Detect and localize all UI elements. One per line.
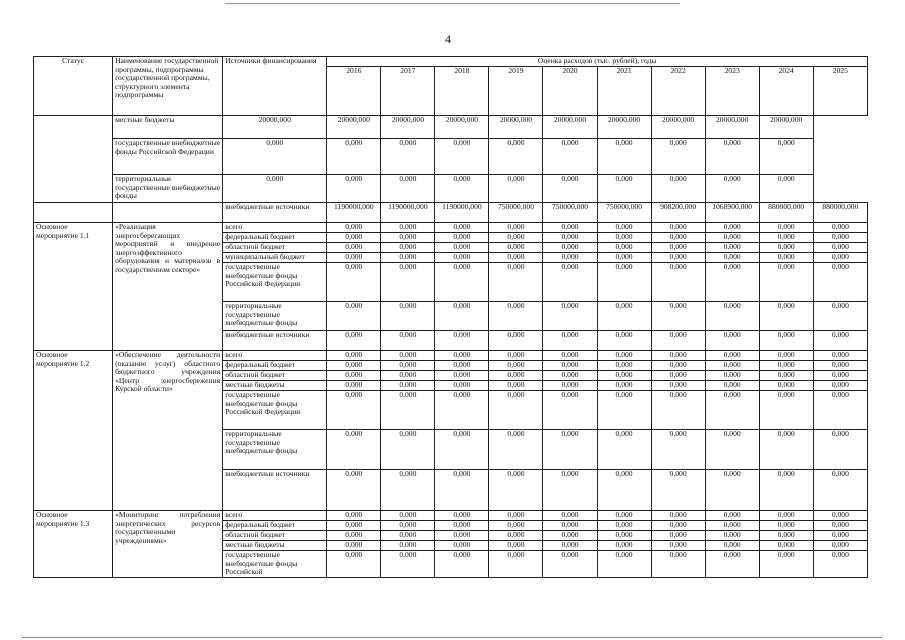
amount-cell: 0,000 (489, 470, 543, 511)
amount-cell: 0,000 (543, 223, 597, 233)
funding-source: территориальные государственные внебюджетные фонды (223, 302, 327, 331)
amount-cell: 0,000 (651, 331, 705, 351)
amount-cell: 0,000 (759, 302, 813, 331)
funding-source: областной бюджет (223, 531, 327, 541)
amount-cell: 0,000 (759, 470, 813, 511)
amount-cell: 0,000 (759, 391, 813, 430)
amount-cell: 0,000 (543, 521, 597, 531)
amount-cell: 0,000 (813, 391, 867, 430)
amount-cell: 0,000 (813, 551, 867, 578)
amount-cell: 0,000 (489, 511, 543, 521)
funding-source: государственные внебюджетные фонды Российской (223, 551, 327, 578)
amount-cell: 0,000 (543, 233, 597, 243)
amount-cell: 0,000 (381, 243, 435, 253)
amount-cell: 0,000 (435, 263, 489, 302)
amount-cell: 0,000 (327, 253, 381, 263)
amount-cell: 0,000 (435, 223, 489, 233)
amount-cell: 0,000 (543, 551, 597, 578)
amount-cell: 0,000 (813, 361, 867, 371)
amount-cell: 0,000 (223, 139, 327, 175)
amount-cell: 0,000 (435, 371, 489, 381)
header-year: 2021 (597, 67, 651, 116)
header-year: 2016 (327, 67, 381, 116)
event-name: «Реализация энергосберегающих мероприятий и внедрение энергоэффективного оборудования и материалов в государственном секторе» (113, 223, 223, 351)
funding-source: местные бюджеты (223, 541, 327, 551)
amount-cell: 0,000 (651, 175, 705, 203)
amount-cell: 0,000 (381, 511, 435, 521)
amount-cell: 0,000 (543, 175, 597, 203)
amount-cell: 0,000 (651, 551, 705, 578)
funding-source: федеральный бюджет (223, 521, 327, 531)
amount-cell: 0,000 (597, 470, 651, 511)
amount-cell: 0,000 (813, 430, 867, 470)
amount-cell: 0,000 (381, 351, 435, 361)
funding-source: территориальные государственные внебюджетные фонды (113, 175, 223, 203)
amount-cell: 20000,000 (597, 116, 651, 139)
amount-cell: 0,000 (435, 470, 489, 511)
amount-cell: 0,000 (651, 351, 705, 361)
amount-cell: 0,000 (597, 175, 651, 203)
amount-cell: 0,000 (327, 541, 381, 551)
header-year: 2017 (381, 67, 435, 116)
amount-cell: 0,000 (327, 302, 381, 331)
amount-cell: 0,000 (327, 531, 381, 541)
header-sources: Источники финансирования (223, 57, 327, 116)
amount-cell: 0,000 (759, 430, 813, 470)
amount-cell: 0,000 (759, 541, 813, 551)
amount-cell: 0,000 (651, 243, 705, 253)
table-row (34, 116, 868, 139)
amount-cell: 0,000 (759, 331, 813, 351)
header-year: 2023 (705, 67, 759, 116)
amount-cell: 0,000 (435, 139, 489, 175)
header-year: 2025 (813, 67, 867, 116)
amount-cell: 0,000 (597, 263, 651, 302)
header-year: 2022 (651, 67, 705, 116)
amount-cell: 0,000 (597, 521, 651, 531)
funding-source: всего (223, 351, 327, 361)
amount-cell: 0,000 (813, 541, 867, 551)
funding-source: государственные внебюджетные фонды Российской Федерации (223, 391, 327, 430)
amount-cell: 0,000 (327, 470, 381, 511)
amount-cell: 0,000 (381, 139, 435, 175)
funding-source: местные бюджеты (113, 116, 223, 139)
amount-cell: 0,000 (381, 302, 435, 331)
amount-cell: 1068900,000 (705, 203, 759, 223)
amount-cell: 0,000 (327, 521, 381, 531)
amount-cell: 0,000 (381, 541, 435, 551)
amount-cell: 0,000 (381, 470, 435, 511)
amount-cell: 0,000 (759, 511, 813, 521)
amount-cell: 880000,000 (813, 203, 867, 223)
amount-cell: 20000,000 (759, 116, 813, 139)
funding-source: государственные внебюджетные фонды Российской Федерации (113, 139, 223, 175)
amount-cell: 0,000 (597, 430, 651, 470)
amount-cell: 0,000 (327, 391, 381, 430)
amount-cell: 0,000 (705, 243, 759, 253)
amount-cell: 0,000 (327, 430, 381, 470)
amount-cell: 0,000 (489, 175, 543, 203)
funding-source: областной бюджет (223, 243, 327, 253)
amount-cell: 0,000 (813, 511, 867, 521)
amount-cell: 0,000 (489, 391, 543, 430)
amount-cell: 0,000 (705, 175, 759, 203)
amount-cell: 0,000 (489, 531, 543, 541)
amount-cell: 0,000 (759, 263, 813, 302)
amount-cell: 0,000 (759, 175, 813, 203)
amount-cell: 0,000 (651, 371, 705, 381)
amount-cell: 0,000 (651, 430, 705, 470)
amount-cell: 0,000 (489, 521, 543, 531)
amount-cell: 0,000 (435, 381, 489, 391)
amount-cell: 0,000 (759, 351, 813, 361)
amount-cell: 0,000 (651, 391, 705, 430)
amount-cell: 1190000,000 (381, 203, 435, 223)
amount-cell: 0,000 (543, 243, 597, 253)
amount-cell: 0,000 (489, 263, 543, 302)
amount-cell: 0,000 (435, 243, 489, 253)
amount-cell: 0,000 (813, 521, 867, 531)
amount-cell: 0,000 (435, 361, 489, 371)
amount-cell: 0,000 (813, 253, 867, 263)
funding-source: внебюджетные источники (223, 203, 327, 223)
amount-cell: 0,000 (327, 331, 381, 351)
amount-cell: 0,000 (381, 253, 435, 263)
amount-cell: 0,000 (489, 223, 543, 233)
amount-cell: 0,000 (543, 381, 597, 391)
amount-cell: 0,000 (759, 223, 813, 233)
amount-cell: 0,000 (543, 511, 597, 521)
amount-cell: 0,000 (705, 351, 759, 361)
amount-cell: 0,000 (327, 139, 381, 175)
amount-cell: 0,000 (381, 331, 435, 351)
amount-cell: 0,000 (597, 233, 651, 243)
amount-cell: 0,000 (327, 361, 381, 371)
amount-cell: 0,000 (435, 331, 489, 351)
amount-cell: 0,000 (435, 253, 489, 263)
amount-cell: 0,000 (327, 175, 381, 203)
amount-cell: 0,000 (759, 381, 813, 391)
amount-cell: 0,000 (381, 371, 435, 381)
amount-cell: 0,000 (597, 381, 651, 391)
amount-cell: 0,000 (705, 233, 759, 243)
amount-cell: 0,000 (435, 351, 489, 361)
amount-cell: 0,000 (435, 233, 489, 243)
funding-source: областной бюджет (223, 371, 327, 381)
amount-cell: 0,000 (327, 371, 381, 381)
amount-cell: 0,000 (651, 531, 705, 541)
amount-cell: 0,000 (543, 331, 597, 351)
amount-cell: 0,000 (705, 331, 759, 351)
header-year: 2020 (543, 67, 597, 116)
amount-cell: 880000,000 (759, 203, 813, 223)
amount-cell: 0,000 (435, 541, 489, 551)
header-estimate: Оценка расходов (тыс. рублей), годы (327, 57, 868, 67)
name-cell-empty (113, 203, 223, 223)
event-name: «Обеспечение деятельности (оказание услуг) областного бюджетного учреждения «Центр энергосбережения Курской области» (113, 351, 223, 511)
amount-cell: 0,000 (435, 531, 489, 541)
amount-cell: 0,000 (435, 511, 489, 521)
amount-cell: 0,000 (759, 371, 813, 381)
funding-table (33, 56, 868, 578)
amount-cell: 0,000 (543, 361, 597, 371)
amount-cell: 0,000 (435, 551, 489, 578)
status-cell-empty (34, 116, 113, 203)
funding-source: муниципальный бюджет (223, 253, 327, 263)
amount-cell: 908200,000 (651, 203, 705, 223)
amount-cell: 0,000 (813, 531, 867, 541)
amount-cell: 0,000 (651, 470, 705, 511)
amount-cell: 0,000 (223, 175, 327, 203)
amount-cell: 0,000 (435, 302, 489, 331)
funding-source: всего (223, 511, 327, 521)
amount-cell: 0,000 (705, 223, 759, 233)
amount-cell: 0,000 (597, 302, 651, 331)
amount-cell: 0,000 (435, 430, 489, 470)
header-year: 2019 (489, 67, 543, 116)
amount-cell: 0,000 (759, 551, 813, 578)
event-name: «Мониторинг потребления энергетических ресурсов государственными учреждениями» (113, 511, 223, 578)
amount-cell: 0,000 (489, 139, 543, 175)
amount-cell: 0,000 (651, 361, 705, 371)
amount-cell: 0,000 (543, 263, 597, 302)
amount-cell: 0,000 (597, 371, 651, 381)
amount-cell: 0,000 (489, 541, 543, 551)
header-status: Статус (34, 57, 113, 116)
funding-source: территориальные государственные внебюджетные фонды (223, 430, 327, 470)
table-row (34, 175, 868, 203)
amount-cell: 0,000 (381, 263, 435, 302)
amount-cell: 0,000 (705, 263, 759, 302)
table-row (34, 203, 868, 223)
header-year: 2024 (759, 67, 813, 116)
amount-cell: 0,000 (543, 541, 597, 551)
amount-cell: 0,000 (759, 531, 813, 541)
funding-source: местные бюджеты (223, 381, 327, 391)
amount-cell: 0,000 (327, 551, 381, 578)
amount-cell: 0,000 (597, 243, 651, 253)
amount-cell: 0,000 (759, 521, 813, 531)
amount-cell: 0,000 (705, 541, 759, 551)
amount-cell: 0,000 (651, 511, 705, 521)
amount-cell: 0,000 (597, 139, 651, 175)
amount-cell: 0,000 (813, 223, 867, 233)
amount-cell: 0,000 (543, 139, 597, 175)
table-row (34, 223, 868, 233)
amount-cell: 0,000 (813, 233, 867, 243)
amount-cell: 0,000 (705, 511, 759, 521)
amount-cell: 0,000 (705, 531, 759, 541)
amount-cell: 0,000 (327, 263, 381, 302)
amount-cell: 0,000 (705, 253, 759, 263)
amount-cell: 0,000 (813, 263, 867, 302)
amount-cell: 750000,000 (543, 203, 597, 223)
amount-cell: 20000,000 (223, 116, 327, 139)
amount-cell: 0,000 (651, 253, 705, 263)
header-year: 2018 (435, 67, 489, 116)
amount-cell: 1190000,000 (327, 203, 381, 223)
amount-cell: 0,000 (597, 223, 651, 233)
amount-cell: 0,000 (597, 531, 651, 541)
event-status: Основное мероприятие 1.1 (34, 223, 113, 351)
amount-cell: 0,000 (381, 223, 435, 233)
top-rule (225, 3, 680, 4)
amount-cell: 0,000 (705, 381, 759, 391)
funding-source: федеральный бюджет (223, 361, 327, 371)
amount-cell: 0,000 (435, 175, 489, 203)
amount-cell: 20000,000 (435, 116, 489, 139)
amount-cell: 0,000 (813, 351, 867, 361)
amount-cell: 0,000 (327, 233, 381, 243)
amount-cell: 0,000 (543, 302, 597, 331)
amount-cell: 0,000 (489, 331, 543, 351)
amount-cell: 0,000 (489, 371, 543, 381)
funding-source: внебюджетные источники (223, 331, 327, 351)
amount-cell: 20000,000 (327, 116, 381, 139)
amount-cell: 1190000,000 (435, 203, 489, 223)
amount-cell: 0,000 (489, 351, 543, 361)
amount-cell: 0,000 (705, 361, 759, 371)
amount-cell: 750000,000 (489, 203, 543, 223)
amount-cell: 0,000 (813, 302, 867, 331)
amount-cell: 0,000 (705, 139, 759, 175)
amount-cell: 0,000 (381, 361, 435, 371)
header-name: Наименование государственной программы, подпрограммы государственной программы, структурного элемента подпрограммы (113, 57, 223, 116)
amount-cell: 0,000 (381, 233, 435, 243)
amount-cell: 0,000 (327, 243, 381, 253)
amount-cell: 20000,000 (489, 116, 543, 139)
funding-source: всего (223, 223, 327, 233)
amount-cell: 0,000 (543, 351, 597, 361)
amount-cell: 0,000 (813, 470, 867, 511)
amount-cell: 0,000 (759, 233, 813, 243)
amount-cell: 0,000 (651, 263, 705, 302)
amount-cell: 0,000 (597, 331, 651, 351)
funding-source: федеральный бюджет (223, 233, 327, 243)
amount-cell: 0,000 (651, 381, 705, 391)
amount-cell: 0,000 (597, 391, 651, 430)
amount-cell: 0,000 (651, 139, 705, 175)
amount-cell: 0,000 (489, 381, 543, 391)
amount-cell: 0,000 (705, 551, 759, 578)
amount-cell: 0,000 (543, 391, 597, 430)
amount-cell: 0,000 (381, 551, 435, 578)
amount-cell: 0,000 (381, 430, 435, 470)
event-status: Основное мероприятие 1.2 (34, 351, 113, 511)
amount-cell: 0,000 (327, 351, 381, 361)
amount-cell: 0,000 (705, 391, 759, 430)
amount-cell: 0,000 (489, 551, 543, 578)
amount-cell: 0,000 (651, 223, 705, 233)
amount-cell: 0,000 (489, 243, 543, 253)
amount-cell: 0,000 (597, 351, 651, 361)
amount-cell: 0,000 (327, 223, 381, 233)
amount-cell: 0,000 (489, 253, 543, 263)
amount-cell: 0,000 (705, 371, 759, 381)
amount-cell: 750000,000 (597, 203, 651, 223)
amount-cell: 0,000 (705, 470, 759, 511)
amount-cell: 0,000 (813, 381, 867, 391)
amount-cell: 0,000 (543, 470, 597, 511)
amount-cell: 0,000 (543, 253, 597, 263)
amount-cell: 0,000 (597, 541, 651, 551)
amount-cell: 20000,000 (705, 116, 759, 139)
amount-cell: 0,000 (705, 430, 759, 470)
table-row (34, 139, 868, 175)
amount-cell: 0,000 (597, 253, 651, 263)
amount-cell: 0,000 (543, 371, 597, 381)
event-status: Основное мероприятие 1.3 (34, 511, 113, 578)
amount-cell: 0,000 (381, 531, 435, 541)
amount-cell: 0,000 (705, 302, 759, 331)
amount-cell: 20000,000 (651, 116, 705, 139)
amount-cell: 0,000 (381, 391, 435, 430)
amount-cell: 0,000 (381, 521, 435, 531)
amount-cell: 0,000 (651, 541, 705, 551)
amount-cell: 0,000 (759, 243, 813, 253)
amount-cell: 0,000 (651, 233, 705, 243)
amount-cell: 0,000 (435, 391, 489, 430)
amount-cell: 0,000 (597, 551, 651, 578)
amount-cell: 0,000 (381, 175, 435, 203)
amount-cell: 20000,000 (543, 116, 597, 139)
amount-cell: 0,000 (705, 521, 759, 531)
status-cell-empty (34, 203, 113, 223)
amount-cell: 0,000 (381, 381, 435, 391)
amount-cell: 20000,000 (381, 116, 435, 139)
amount-cell: 0,000 (489, 233, 543, 243)
amount-cell: 0,000 (327, 511, 381, 521)
amount-cell: 0,000 (489, 430, 543, 470)
table-row (34, 511, 868, 521)
bottom-rule (22, 637, 882, 638)
amount-cell: 0,000 (813, 243, 867, 253)
funding-source: государственные внебюджетные фонды Российской Федерации (223, 263, 327, 302)
amount-cell: 0,000 (651, 302, 705, 331)
amount-cell: 0,000 (435, 521, 489, 531)
amount-cell: 0,000 (759, 139, 813, 175)
amount-cell: 0,000 (813, 371, 867, 381)
amount-cell: 0,000 (327, 381, 381, 391)
amount-cell: 0,000 (651, 521, 705, 531)
amount-cell: 0,000 (759, 253, 813, 263)
amount-cell: 0,000 (759, 361, 813, 371)
funding-source: внебюджетные источники (223, 470, 327, 511)
page-number: 4 (445, 32, 451, 46)
amount-cell: 0,000 (543, 531, 597, 541)
amount-cell: 0,000 (813, 331, 867, 351)
amount-cell: 0,000 (597, 361, 651, 371)
amount-cell: 0,000 (489, 361, 543, 371)
amount-cell: 0,000 (597, 511, 651, 521)
table-row (34, 351, 868, 361)
amount-cell: 0,000 (543, 430, 597, 470)
amount-cell: 0,000 (489, 302, 543, 331)
